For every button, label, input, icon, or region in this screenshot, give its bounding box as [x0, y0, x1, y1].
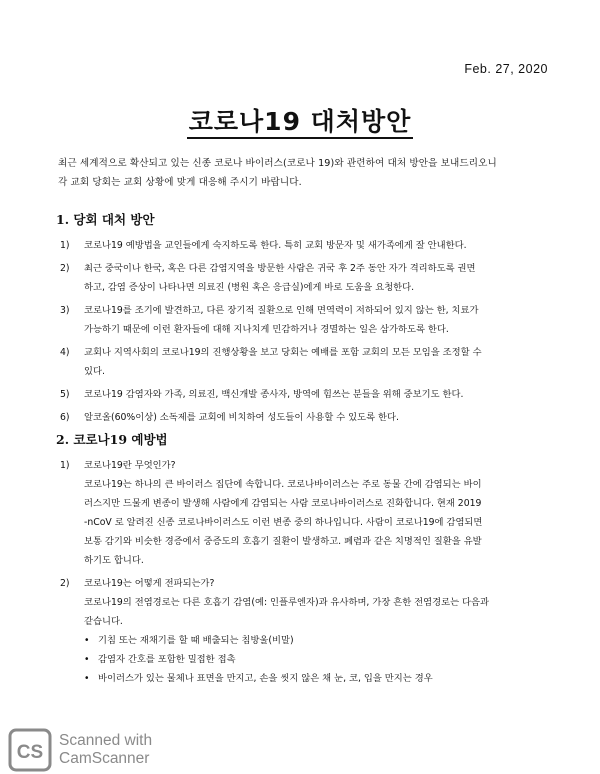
bullet-dot-icon: •: [84, 635, 90, 646]
item-text: 최근 중국이나 한국, 혹은 다른 감염지역을 방문한 사람은 귀국 후 2주 동안 자가 격리하도록 권면: [84, 263, 476, 274]
item-body: [84, 236, 560, 255]
item-text: 알코올(60%이상) 소독제를 교회에 비치하여 성도들이 사용할 수 있도록 한다.: [84, 412, 399, 423]
intro-line: 각 교회 당회는 교회 상황에 맞게 대응해 주시기 바랍니다.: [58, 177, 302, 188]
bullet-text: 감염자 간호를 포함한 밀접한 접촉: [98, 654, 236, 665]
list-item: [60, 236, 560, 255]
document-date: Feb. 27, 2020: [464, 62, 548, 76]
section1-list: [60, 236, 560, 431]
item-text: 있다.: [84, 366, 105, 377]
bullet-text: 바이러스가 있는 물체나 표면을 만지고, 손을 씻지 않은 채 눈, 코, 입을 만지는 경우: [98, 673, 433, 684]
intro-line: 최근 세계적으로 확산되고 있는 신종 코로나 바이러스(코로나 19)와 관련하여 대처 방안을 보내드리오니: [58, 158, 497, 169]
list-item: [60, 343, 560, 381]
bullet-text: 기침 또는 재채기를 할 때 배출되는 침방울(비말): [98, 635, 294, 646]
intro-paragraph: [58, 154, 558, 192]
bullet-item: [84, 631, 560, 650]
item-text: 코로나19를 조기에 발견하고, 다른 장기적 질환으로 인해 면역력이 저하되어 있지 않는 한, 치료가: [84, 305, 479, 316]
bullet-item: [84, 650, 560, 669]
camscanner-watermark: [8, 728, 152, 772]
item-number: 5): [60, 389, 70, 400]
item-number: 6): [60, 412, 70, 423]
camscanner-logo-icon: [8, 728, 52, 772]
item-text: 가능하기 때문에 이런 환자들에 대해 지나치게 민감하거나 경멸하는 일은 삼가하도록 한다.: [84, 324, 449, 335]
item-text: 교회나 지역사회의 코로나19의 진행상황을 보고 당회는 예배를 포함 교회의 모든 모임을 조정할 수: [84, 347, 482, 358]
list-item: [60, 301, 560, 339]
document-title: [0, 102, 600, 138]
item-text: 하고, 감염 증상이 나타나면 의료진 (병원 혹은 응급실)에게 바로 도움을 요청한다.: [84, 282, 415, 293]
list-item: [60, 574, 560, 688]
item-number: 2): [60, 578, 70, 589]
item-body: [84, 259, 560, 297]
section-heading: 1. 당회 대처 방안: [56, 212, 155, 227]
watermark-line1: Scanned with: [59, 732, 153, 749]
item-text: 코로나19의 전염경로는 다른 호흡기 감염(예: 인플루엔자)과 유사하며, 가장 흔한 전염경로는 다음과: [84, 597, 489, 608]
title-text: 코로나19 대처방안: [187, 107, 414, 139]
item-question: 코로나19란 무엇인가?: [84, 460, 176, 471]
section-heading: 2. 코로나19 예방법: [56, 432, 168, 447]
section2-list: [60, 456, 560, 692]
list-item: [60, 385, 560, 404]
bullet-dot-icon: •: [84, 673, 90, 684]
item-text: -nCoV 로 알려진 신종 코로나바이러스도 이런 변종 중의 하나입니다. 사람이 코로나19에 감염되면: [84, 517, 483, 528]
item-text: 하기도 합니다.: [84, 555, 144, 566]
item-number: 4): [60, 347, 70, 358]
item-number: 1): [60, 460, 70, 471]
item-text: 코로나19 예방법을 교인들에게 숙지하도록 한다. 특히 교회 방문자 및 새가족에게 잘 안내한다.: [84, 240, 467, 251]
item-number: 3): [60, 305, 70, 316]
item-text: 코로나19는 하나의 큰 바이러스 집단에 속합니다. 코로나바이러스는 주로 동물 간에 감염되는 바이: [84, 479, 482, 490]
item-body: [84, 456, 560, 570]
item-body: [84, 408, 560, 427]
bullet-dot-icon: •: [84, 654, 90, 665]
item-text: 같습니다.: [84, 616, 123, 627]
item-text: 러스지만 드물게 변종이 발생해 사람에게 감염되는 사람 코로나바이러스로 진화합니다. 현재 2019: [84, 498, 482, 509]
item-body: [84, 301, 560, 339]
item-number: 1): [60, 240, 70, 251]
list-item: [60, 259, 560, 297]
item-body: [84, 574, 560, 688]
list-item: [60, 408, 560, 427]
bullet-item: [84, 669, 560, 688]
item-text: 코로나19 감염자와 가족, 의료진, 백신개발 종사자, 방역에 힘쓰는 분들을 위해 중보기도 한다.: [84, 389, 464, 400]
logo-text: CS: [16, 742, 44, 763]
item-text: 보통 감기와 비슷한 경증에서 중증도의 호흡기 질환이 발생하고. 폐렴과 같은 치명적인 질환을 유발: [84, 536, 482, 547]
item-body: [84, 385, 560, 404]
list-item: [60, 456, 560, 570]
item-body: [84, 343, 560, 381]
watermark-line2: CamScanner: [59, 750, 150, 767]
item-question: 코로나19는 어떻게 전파되는가?: [84, 578, 215, 589]
item-number: 2): [60, 263, 70, 274]
